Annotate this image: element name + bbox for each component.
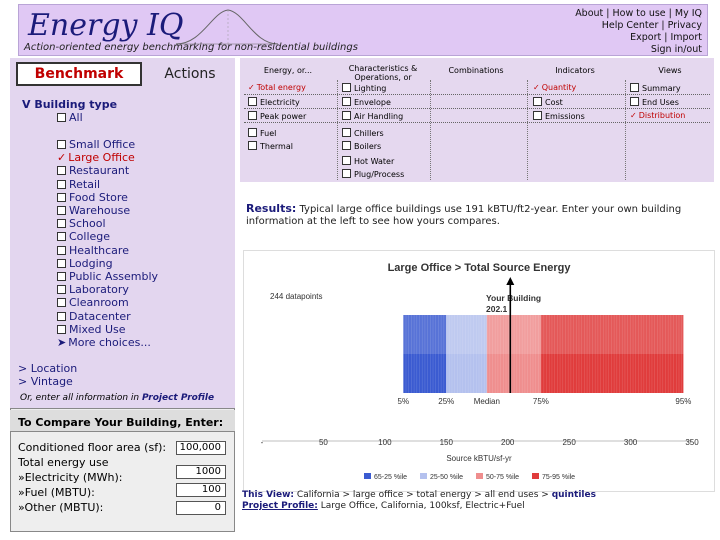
building-type-item[interactable]: College: [57, 230, 158, 243]
chart-x-tick-label: 200: [501, 438, 515, 447]
chart-legend-label: 75-95 %ile: [542, 474, 576, 481]
option-hot-water[interactable]: Hot Water: [342, 156, 394, 166]
building-type-item-selected[interactable]: ✓ Large Office: [57, 151, 135, 165]
other-input[interactable]: 0: [176, 501, 226, 515]
grid-divider: [244, 108, 710, 109]
checkbox-icon[interactable]: [57, 325, 66, 334]
results-body: Typical large office buildings use 191 kBTU/ft2-year. Enter your own building information at the left to see how yours compares.: [246, 204, 682, 227]
chart-x-tick-label: 50: [318, 438, 328, 447]
chart-legend-swatch: [420, 473, 427, 479]
compare-fields: [18, 440, 166, 515]
building-type-item[interactable]: Datacenter: [57, 310, 158, 323]
checkbox-icon[interactable]: [630, 97, 639, 106]
chart-xlabel: Source kBTU/sf-yr: [446, 454, 512, 463]
option-distribution[interactable]: ✓ Distribution: [630, 111, 686, 120]
option-envelope[interactable]: Envelope: [342, 97, 391, 107]
checkmark-icon: ✓: [630, 111, 637, 120]
quintiles-link[interactable]: quintiles: [551, 490, 596, 500]
checkbox-icon[interactable]: [342, 141, 351, 150]
checkbox-icon[interactable]: [57, 140, 66, 149]
top-link-row[interactable]: About | How to use | My IQ: [575, 8, 702, 19]
option-lighting[interactable]: Lighting: [342, 83, 386, 93]
checkmark-icon: ✓: [248, 83, 255, 92]
chart-band-highlight: [541, 315, 684, 354]
compare-title: To Compare Your Building, Enter:: [18, 416, 224, 429]
checkbox-icon[interactable]: [533, 97, 542, 106]
this-view-text: California > large office > total energy > all end uses >: [296, 490, 549, 500]
chart-legend-swatch: [364, 473, 371, 479]
chart-legend-swatch: [476, 473, 483, 479]
other-label: »Other (MBTU):: [18, 501, 104, 514]
checkbox-icon[interactable]: [57, 285, 66, 294]
chart-marker-label: Your Building: [486, 293, 542, 303]
distribution-chart: [243, 250, 715, 492]
checkbox-icon[interactable]: [57, 272, 66, 281]
checkbox-icon[interactable]: [248, 128, 257, 137]
results-label: Results:: [246, 202, 297, 215]
chart-legend-label: 25-50 %ile: [430, 474, 464, 481]
project-profile-label[interactable]: Project Profile:: [242, 501, 318, 511]
chart-band-highlight: [446, 315, 487, 354]
grid-col-divider: [527, 80, 529, 180]
option-electricity[interactable]: Electricity: [248, 97, 300, 107]
checkbox-icon[interactable]: [533, 111, 542, 120]
checkbox-icon[interactable]: [342, 169, 351, 178]
checkbox-icon[interactable]: [57, 259, 66, 268]
tab-benchmark[interactable]: Benchmark: [16, 62, 142, 86]
chart-x-tick-label: 300: [623, 438, 638, 447]
option-total-energy[interactable]: ✓ Total energy: [248, 83, 306, 92]
building-type-item[interactable]: Cleanroom: [57, 296, 158, 309]
checkbox-icon[interactable]: [342, 156, 351, 165]
grid-header-indicators: Indicators: [555, 66, 595, 75]
prompt-text: Or, enter all information in: [20, 393, 140, 403]
chart-percentile-label: 5%: [397, 397, 410, 406]
building-type-item[interactable]: Retail: [57, 178, 158, 191]
top-link-row[interactable]: Sign in/out: [650, 44, 702, 55]
option-thermal[interactable]: Thermal: [248, 141, 293, 151]
checkbox-icon[interactable]: [342, 128, 351, 137]
option-cost[interactable]: Cost: [533, 97, 563, 107]
checkbox-icon[interactable]: [57, 298, 66, 307]
grid-header-views: Views: [658, 66, 682, 75]
option-quantity[interactable]: ✓ Quantity: [533, 83, 577, 92]
chart-legend-swatch: [532, 473, 539, 479]
chart-percentile-label: 95%: [675, 397, 692, 406]
location-link[interactable]: > Location: [18, 362, 78, 375]
option-end-uses[interactable]: End Uses: [630, 97, 679, 107]
tagline: Action-oriented energy benchmarking for non-residential buildings: [24, 42, 358, 53]
chart-title: Large Office > Total Source Energy: [387, 262, 571, 274]
floor-area-label: Conditioned floor area (sf):: [18, 441, 167, 454]
option-peak-power[interactable]: Peak power: [248, 111, 306, 121]
checkbox-icon[interactable]: [342, 111, 351, 120]
building-type-item[interactable]: Restaurant: [57, 164, 158, 177]
checkbox-icon[interactable]: [248, 111, 257, 120]
project-profile-row: [242, 501, 596, 512]
electricity-input[interactable]: 1000: [176, 465, 226, 479]
checkbox-icon[interactable]: [57, 206, 66, 215]
grid-divider: [244, 94, 710, 95]
chart-percentile-label: 75%: [532, 397, 549, 406]
chart-legend-label: 65-25 %ile: [374, 474, 408, 481]
checkbox-icon[interactable]: [57, 180, 66, 189]
chart-legend-label: 50-75 %ile: [486, 474, 520, 481]
fuel-label: »Fuel (MBTU):: [18, 486, 95, 499]
option-fuel[interactable]: Fuel: [248, 128, 276, 138]
this-view-row: [242, 490, 596, 501]
project-profile-text: Large Office, California, 100ksf, Electric+Fuel: [320, 501, 525, 511]
building-type-item[interactable]: Mixed Use: [57, 323, 158, 336]
grid-header-characteristics: Characteristics & Operations, or: [348, 64, 418, 82]
results-text: [246, 203, 708, 228]
checkbox-icon[interactable]: [342, 97, 351, 106]
grid-col-divider: [430, 80, 432, 180]
building-type-more[interactable]: ➤ More choices...: [57, 336, 151, 350]
checkbox-icon[interactable]: [57, 113, 66, 122]
tab-actions[interactable]: Actions: [164, 66, 216, 82]
chart-marker-arrow: [506, 277, 514, 285]
building-type-item[interactable]: Warehouse: [57, 204, 158, 217]
checkbox-icon[interactable]: [57, 246, 66, 255]
checkbox-icon[interactable]: [57, 166, 66, 175]
checkbox-icon[interactable]: [57, 312, 66, 321]
building-type-item[interactable]: Small Office: [57, 138, 158, 151]
option-summary[interactable]: Summary: [630, 83, 681, 93]
options-grid: [240, 58, 714, 182]
building-type-item[interactable]: School: [57, 217, 158, 230]
fuel-input[interactable]: 100: [176, 483, 226, 497]
chart-datapoints-label: 244 datapoints: [270, 292, 323, 301]
top-link-row[interactable]: Help Center | Privacy: [601, 20, 702, 31]
chart-svg: [244, 251, 714, 491]
building-type-item[interactable]: Healthcare: [57, 244, 158, 257]
checkbox-icon[interactable]: [57, 193, 66, 202]
building-type-list: [57, 138, 158, 349]
top-link-row[interactable]: Export | Import: [630, 32, 702, 43]
grid-header-combinations: Combinations: [448, 66, 504, 75]
chart-percentile-label: 25%: [438, 397, 455, 406]
building-type-item[interactable]: Lodging: [57, 257, 158, 270]
total-energy-label: Total energy use: [18, 456, 109, 469]
grid-header-energy: Energy, or...: [263, 66, 313, 75]
chart-x-tick-label: 150: [439, 438, 453, 447]
grid-divider: [244, 122, 710, 123]
option-air-handling[interactable]: Air Handling: [342, 111, 403, 121]
top-links[interactable]: [542, 8, 702, 56]
building-type-heading[interactable]: V Building type: [22, 98, 118, 111]
option-emissions[interactable]: Emissions: [533, 111, 585, 121]
electricity-label: »Electricity (MWh):: [18, 471, 123, 484]
building-type-item[interactable]: Food Store: [57, 191, 158, 204]
chart-x-tick-label: 350: [685, 438, 699, 447]
grid-col-divider: [625, 80, 627, 180]
checkbox-icon[interactable]: [57, 219, 66, 228]
chart-x-tick-label: 100: [378, 438, 392, 447]
vintage-link[interactable]: > Vintage: [18, 375, 73, 388]
chart-percentile-label: Median: [473, 397, 500, 406]
option-chillers[interactable]: Chillers: [342, 128, 384, 138]
checkmark-icon: ✓: [533, 83, 540, 92]
building-type-all[interactable]: [57, 111, 83, 124]
bottom-info: [242, 490, 596, 512]
arrow-right-icon: ➤: [57, 336, 67, 350]
app-logo[interactable]: Energy IQ: [28, 8, 184, 43]
checkbox-icon[interactable]: [342, 83, 351, 92]
project-profile-link[interactable]: Project Profile: [141, 393, 215, 403]
checkbox-icon[interactable]: [57, 232, 66, 241]
checkbox-icon[interactable]: [630, 83, 639, 92]
checkbox-icon[interactable]: [248, 141, 257, 150]
option-boilers[interactable]: Boilers: [342, 141, 381, 151]
checkmark-icon: ✓: [57, 151, 67, 165]
chart-marker-value: 202.1: [486, 304, 508, 314]
project-profile-prompt: [20, 393, 214, 403]
building-type-item[interactable]: Public Assembly: [57, 270, 158, 283]
filter-links: [18, 362, 77, 388]
chart-x-tick-label: -: [260, 438, 264, 447]
building-type-label: All: [69, 111, 83, 124]
chart-x-tick-label: 250: [562, 438, 576, 447]
option-plug-process[interactable]: Plug/Process: [342, 169, 404, 179]
building-type-item[interactable]: Laboratory: [57, 283, 158, 296]
checkbox-icon[interactable]: [248, 97, 257, 106]
this-view-label: This View:: [242, 490, 295, 500]
floor-area-input[interactable]: 100,000: [176, 441, 226, 455]
grid-col-divider: [337, 80, 339, 180]
